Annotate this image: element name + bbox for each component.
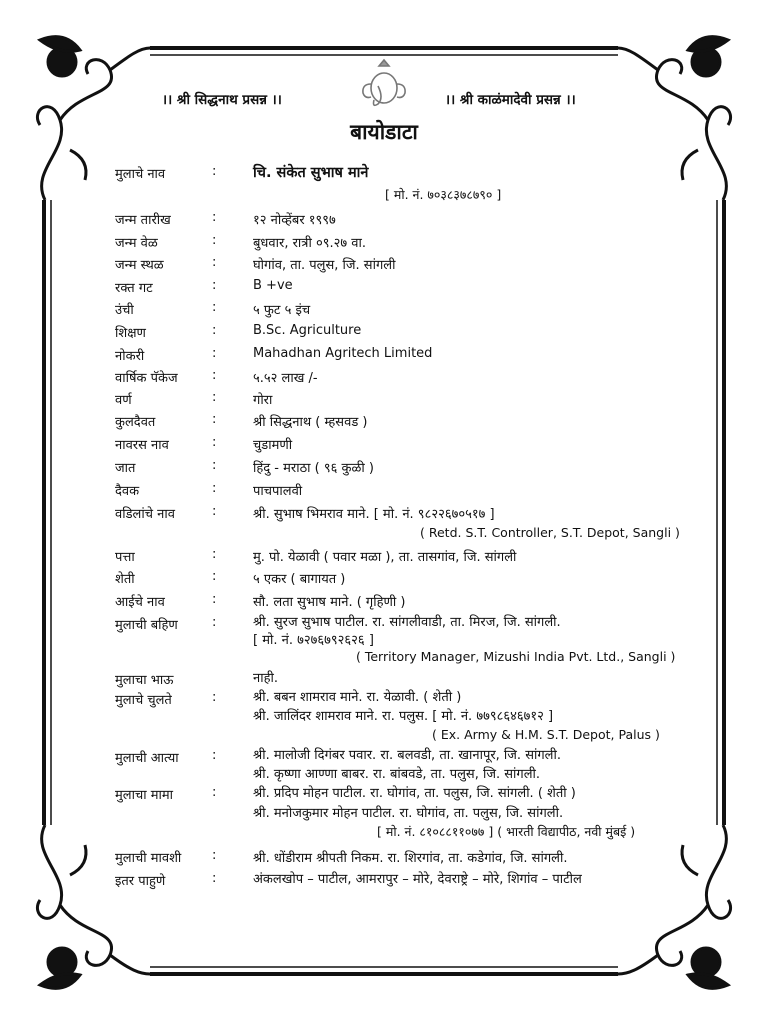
corner-ornament-bottom-right [618,825,731,988]
separator: : [212,690,217,705]
separator: : [212,255,217,270]
label-sister: मुलाची बहिण [115,618,178,633]
separator: : [212,278,217,293]
value-birth-place: घोगांव, ता. पलुस, जि. सांगली [253,258,396,273]
value-blood-group: B +ve [253,278,293,293]
separator: : [212,164,217,179]
ganesha-icon [363,60,405,105]
label-address: पत्ता [115,550,135,565]
value-sister-mobile: [ मो. नं. ७२७६७९२६२६ ] [253,633,374,648]
value-maternal-uncle-2: श्री. मनोजकुमार मोहन पाटील. रा. घोगांव, ता. पलुस, जि. सांगली. [253,806,564,821]
note-sister-job: ( Territory Manager, Mizushi India Pvt. Ltd., Sangli ) [356,649,676,664]
value-nickname: चुडामणी [253,438,293,453]
separator: : [212,210,217,225]
label-other-relatives: इतर पाहुणे [115,874,166,889]
separator: : [212,569,217,584]
value-name: चि. संकेत सुभाष माने [253,165,369,181]
separator: : [212,504,217,519]
label-complexion: वर्ण [115,393,132,408]
label-name: मुलाचे नाव [115,167,166,182]
value-maternal-aunt: श्री. धोंडीराम श्रीपती निकम. रा. शिरगांव, ता. कडेगांव, जि. सांगली. [253,851,568,866]
separator: : [212,323,217,338]
separator: : [212,346,217,361]
separator: : [212,785,217,800]
separator: : [212,592,217,607]
separator: : [212,390,217,405]
note-maternal-uncle: [ मो. नं. ८१०८८११०७७ ] ( भारती विद्यापीठ, नवी मुंबई ) [377,824,636,839]
separator: : [212,871,217,886]
page-title: बायोडाटा [350,120,418,144]
label-family-deity: कुलदैवत [115,415,156,430]
label-devak: दैवक [115,484,140,499]
label-birth-time: जन्म वेळ [115,236,158,251]
note-father-job: ( Retd. S.T. Controller, S.T. Depot, Sangli ) [420,525,680,540]
value-family-deity: श्री सिद्धनाथ ( म्हसवड ) [253,415,368,430]
value-job: Mahadhan Agritech Limited [253,346,433,361]
value-devak: पाचपालवी [253,484,303,499]
separator: : [212,412,217,427]
value-uncle-1: श्री. बबन शामराव माने. रा. येळावी. ( शेती ) [253,690,462,705]
value-complexion: गोरा [253,393,273,408]
separator: : [212,368,217,383]
label-aunts: मुलाची आत्या [115,751,179,766]
value-package: ५.५२ लाख /- [253,371,318,386]
left-blessing: ।। श्री सिद्धनाथ प्रसन्न ।। [162,92,282,108]
label-package: वार्षिक पॅकेज [115,371,178,386]
separator: : [212,481,217,496]
separator: : [212,547,217,562]
label-uncles: मुलाचे चुलते [115,693,172,708]
value-education: B.Sc. Agriculture [253,323,362,338]
separator: : [212,615,217,630]
value-aunt-1: श्री. मालोजी दिगंबर पवार. रा. बलवडी, ता. खानापूर, जि. सांगली. [253,748,561,763]
note-uncle-job: ( Ex. Army & H.M. S.T. Depot, Palus ) [432,727,660,742]
separator: : [212,233,217,248]
label-education: शिक्षण [115,326,146,341]
label-job: नोकरी [115,349,145,364]
label-caste: जात [115,461,136,476]
note-mobile: [ मो. नं. ७०३८३७८७९० ] [385,187,502,202]
label-mother-name: आईचे नाव [115,595,165,610]
separator: : [212,748,217,763]
value-address: मु. पो. येळावी ( पवार मळा ), ता. तासगांव, जि. सांगली [253,550,517,565]
value-aunt-2: श्री. कृष्णा आण्णा बाबर. रा. बांबवडे, ता. पलुस, जि. सांगली. [253,767,541,782]
value-maternal-uncle-1: श्री. प्रदिप मोहन पाटील. रा. घोगांव, ता. पलुस, जि. सांगली. ( शेती ) [253,786,576,801]
value-uncle-2: श्री. जालिंदर शामराव माने. रा. पलुस. [ मो. नं. ७७९८६४६७१२ ] [253,709,554,724]
value-birth-date: १२ नोव्हेंबर १९९७ [253,213,336,228]
value-birth-time: बुधवार, रात्री ०९.२७ वा. [253,236,366,251]
label-maternal-aunt: मुलाची मावशी [115,851,182,866]
value-mother-name: सौ. लता सुभाष माने. ( गृहिणी ) [253,595,406,610]
label-birth-place: जन्म स्थळ [115,258,164,273]
value-caste: हिंदु - मराठा ( ९६ कुळी ) [253,461,374,476]
label-maternal-uncles: मुलाचा मामा [115,788,173,803]
value-father-name: श्री. सुभाष भिमराव माने. [ मो. नं. ९८२२६७०५१७ ] [253,507,495,522]
label-father-name: वडिलांचे नाव [115,507,175,522]
value-height: ५ फुट ५ इंच [253,303,311,318]
separator: : [212,300,217,315]
value-other-relatives: अंकलखोप – पाटील, आमरापुर – मोरे, देवराष्ट्रे – मोरे, शिगांव – पाटील [253,872,582,887]
value-sister: श्री. सुरज सुभाष पाटील. रा. सांगलीवाडी, ता. मिरज, जि. सांगली. [253,615,561,630]
right-blessing: ।। श्री काळंमादेवी प्रसन्न ।। [445,92,576,108]
separator: : [212,458,217,473]
label-brother: मुलाचा भाऊ [115,673,174,688]
label-height: उंची [115,303,134,318]
value-brother: नाही. [253,671,278,686]
separator: : [212,848,217,863]
label-blood-group: रक्त गट [115,281,153,296]
label-farm: शेती [115,572,135,587]
value-farm: ५ एकर ( बागायत ) [253,572,346,587]
label-nickname: नावरस नाव [115,438,169,453]
label-birth-date: जन्म तारीख [115,213,171,228]
separator: : [212,435,217,450]
